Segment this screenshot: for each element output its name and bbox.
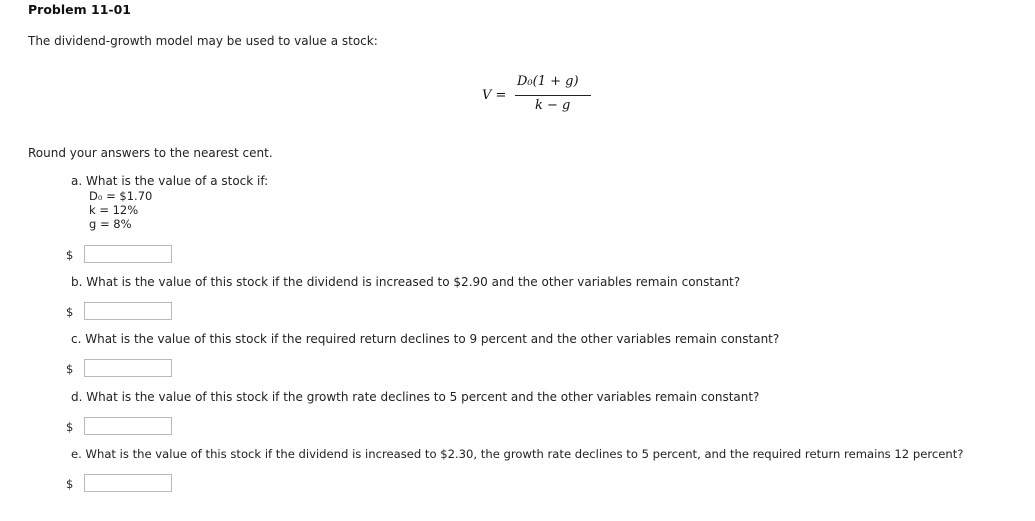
question-e: e. What is the value of this stock if the dividend is increased to $2.30, the growth rate declines to 5 percent, and the required return remains 12 percent? — [71, 447, 964, 461]
formula-lhs: V = — [482, 88, 507, 103]
formula-denominator: k − g — [535, 98, 571, 113]
dividend-growth-formula — [482, 74, 592, 116]
problem-intro: The dividend-growth model may be used to value a stock: — [28, 34, 378, 48]
currency-symbol-b: $ — [66, 305, 74, 319]
problem-title: Problem 11-01 — [28, 2, 131, 17]
currency-symbol-d: $ — [66, 420, 74, 434]
question-c: c. What is the value of this stock if the required return declines to 9 percent and the other variables remain constant? — [71, 332, 780, 346]
answer-input-a[interactable] — [84, 245, 172, 263]
answer-input-b[interactable] — [84, 302, 172, 320]
formula-numerator: D₀(1 + g) — [517, 74, 579, 89]
currency-symbol-a: $ — [66, 248, 74, 262]
formula-fraction-bar — [515, 95, 591, 96]
question-b: b. What is the value of this stock if the dividend is increased to $2.90 and the other variables remain constant? — [71, 275, 741, 289]
answer-input-d[interactable] — [84, 417, 172, 435]
answer-input-c[interactable] — [84, 359, 172, 377]
given-k: k = 12% — [89, 203, 139, 217]
given-d0: D₀ = $1.70 — [89, 189, 153, 203]
currency-symbol-c: $ — [66, 362, 74, 376]
given-g: g = 8% — [89, 217, 132, 231]
rounding-instructions: Round your answers to the nearest cent. — [28, 146, 273, 160]
currency-symbol-e: $ — [66, 477, 74, 491]
answer-input-e[interactable] — [84, 474, 172, 492]
question-d: d. What is the value of this stock if the growth rate declines to 5 percent and the other variables remain constant? — [71, 390, 760, 404]
question-a: a. What is the value of a stock if: — [71, 174, 269, 188]
